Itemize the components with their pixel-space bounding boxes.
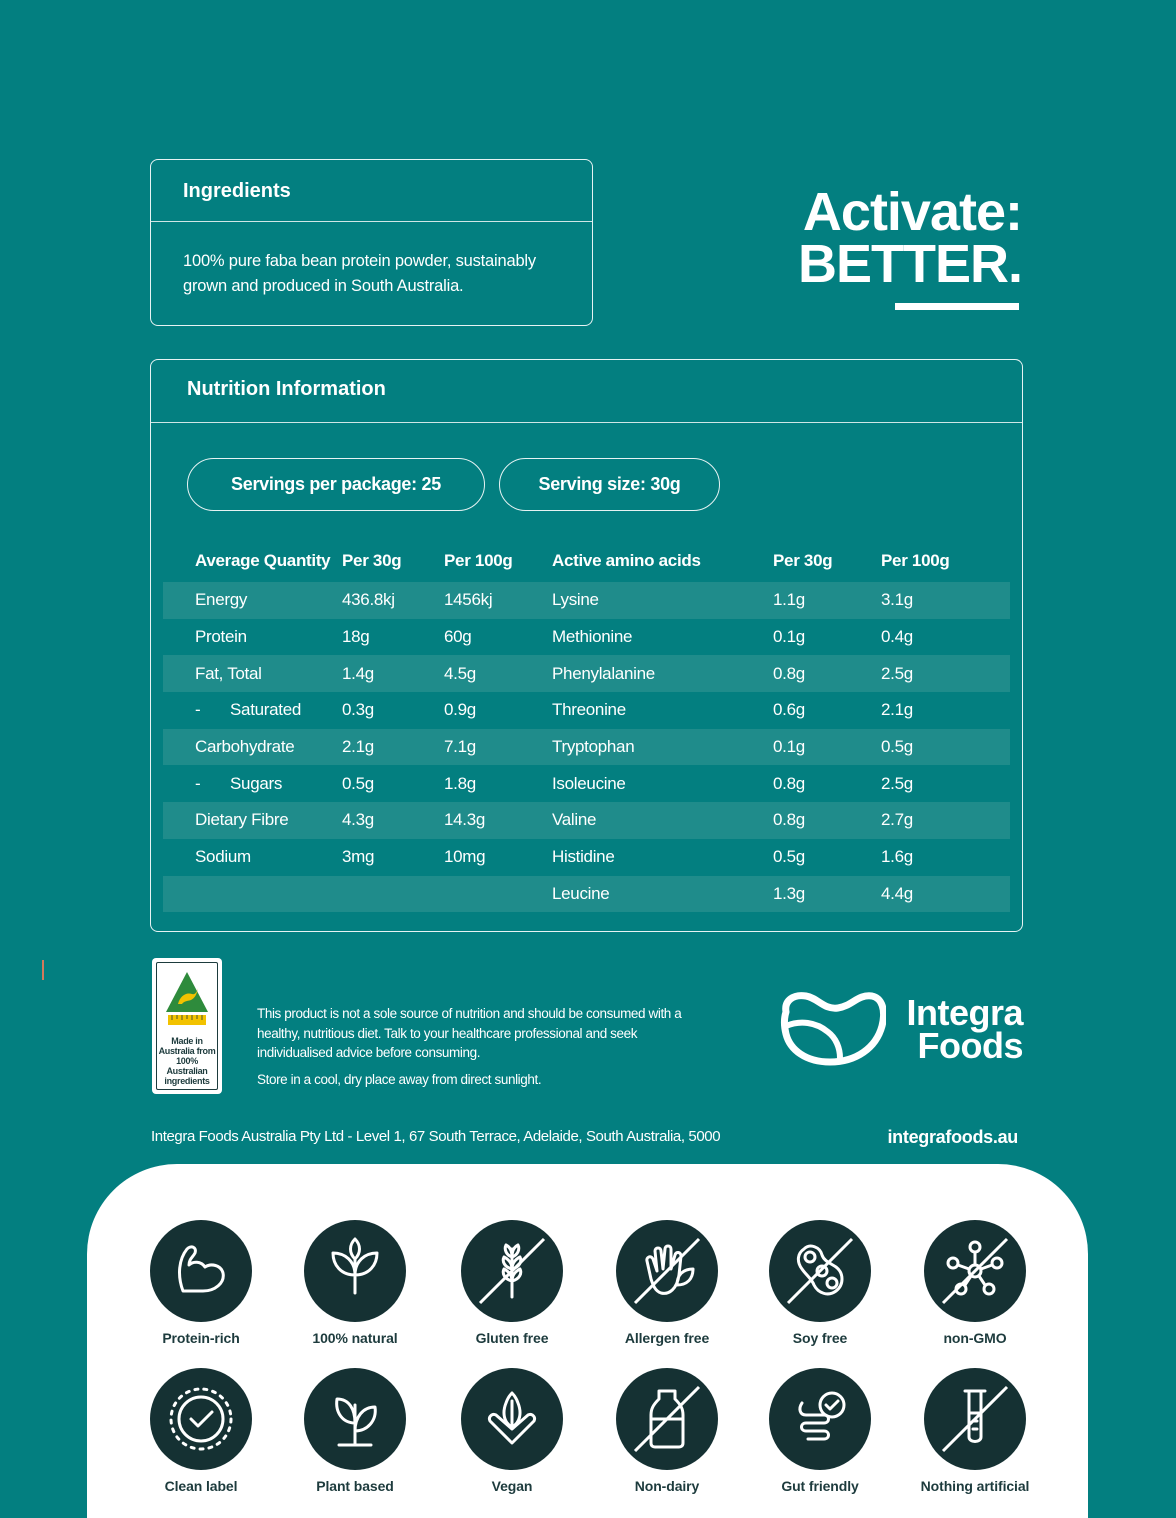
table-row — [163, 582, 1010, 619]
ingredients-box — [150, 159, 593, 326]
headline-line-1: Activate: — [802, 182, 1022, 242]
amino-per-30g: 1.3g — [773, 883, 805, 903]
headline-line-2: BETTER. — [797, 234, 1022, 294]
milk-bottle-crossed-icon — [616, 1368, 718, 1470]
nutrient-per-100g: 7.1g — [444, 737, 476, 757]
kangaroo-triangle-icon — [164, 970, 210, 1028]
table-row — [163, 765, 1010, 802]
feature-label: Vegan — [491, 1478, 533, 1494]
nutrient-per-30g: 1.4g — [342, 663, 374, 683]
feature-label: Soy free — [792, 1330, 848, 1346]
header-amino-per-100g: Per 100g — [881, 551, 950, 570]
cursor-mark — [42, 960, 44, 980]
sub-item-dash: - — [195, 773, 201, 793]
amino-name: Leucine — [552, 883, 610, 903]
sub-item-dash: - — [195, 700, 201, 720]
amino-per-100g: 2.5g — [881, 663, 913, 683]
amino-per-100g: 2.5g — [881, 773, 913, 793]
nutrient-per-100g: 60g — [444, 627, 472, 647]
nutrient-per-100g: 1456kj — [444, 590, 493, 610]
australian-made-label — [152, 958, 222, 1094]
feature-label: Plant based — [316, 1478, 394, 1494]
feature-label: Non-dairy — [634, 1478, 700, 1494]
nutrient-per-30g: 18g — [342, 627, 370, 647]
australian-made-text: Made in Australia from 100% Australian ingredients — [158, 1036, 216, 1086]
ingredients-title: Ingredients — [151, 160, 592, 222]
feature-icons-panel — [87, 1164, 1088, 1518]
amino-name: Isoleucine — [552, 773, 626, 793]
nutrient-name: Protein — [195, 627, 247, 647]
amino-per-30g: 0.8g — [773, 773, 805, 793]
servings-per-package-pill: Servings per package: 25 — [187, 458, 485, 511]
test-tube-crossed-icon — [924, 1368, 1026, 1470]
amino-per-100g: 1.6g — [881, 847, 913, 867]
brand-line-2: Foods — [917, 1025, 1023, 1066]
nutrient-per-100g: 1.8g — [444, 773, 476, 793]
nutrient-per-100g: 4.5g — [444, 663, 476, 683]
nutrition-table-body — [163, 582, 1010, 912]
table-row — [163, 839, 1010, 876]
integra-foods-logo — [778, 990, 1023, 1070]
storage-text: Store in a cool, dry place away from direct sunlight. — [257, 1072, 542, 1087]
nutrient-per-100g: 14.3g — [444, 810, 486, 830]
feature-label: Allergen free — [624, 1330, 710, 1346]
feature-label: Nothing artificial — [920, 1478, 1030, 1494]
plant-leaf-icon — [304, 1368, 406, 1470]
integra-bean-icon — [778, 990, 886, 1066]
amino-per-30g: 0.1g — [773, 627, 805, 647]
feature-label: Gut friendly — [781, 1478, 859, 1494]
nutrient-per-30g: 4.3g — [342, 810, 374, 830]
nutrient-per-30g: 436.8kj — [342, 590, 395, 610]
nutrition-box — [150, 359, 1023, 932]
leaves-icon — [304, 1220, 406, 1322]
amino-per-100g: 3.1g — [881, 590, 913, 610]
amino-per-30g: 0.8g — [773, 663, 805, 683]
soybean-crossed-icon — [769, 1220, 871, 1322]
molecule-crossed-icon — [924, 1220, 1026, 1322]
feature-item — [432, 1368, 592, 1494]
hand-leaf-crossed-icon — [616, 1220, 718, 1322]
feature-item — [895, 1220, 1055, 1346]
header-per-30g: Per 30g — [342, 551, 402, 570]
feature-item — [121, 1368, 281, 1494]
nutrition-title: Nutrition Information — [151, 360, 1022, 423]
headline-underline — [895, 303, 1019, 310]
feature-item — [587, 1220, 747, 1346]
header-active-amino-acids: Active amino acids — [552, 551, 701, 570]
header-amino-per-30g: Per 30g — [773, 551, 833, 570]
brand-line-1: Integra — [906, 992, 1023, 1033]
nutrient-name: Dietary Fibre — [195, 810, 289, 830]
table-row — [163, 619, 1010, 656]
feature-item — [587, 1368, 747, 1494]
feature-label: non-GMO — [943, 1330, 1007, 1346]
nutrient-per-100g: 10mg — [444, 847, 486, 867]
amino-per-30g: 0.1g — [773, 737, 805, 757]
amino-name: Phenylalanine — [552, 663, 655, 683]
nutrient-name — [163, 700, 342, 720]
feature-label: 100% natural — [312, 1330, 398, 1346]
sub-item-label: Saturated — [230, 700, 302, 720]
amino-per-100g: 4.4g — [881, 883, 913, 903]
feature-item — [740, 1220, 900, 1346]
feature-item — [740, 1368, 900, 1494]
amino-name: Lysine — [552, 590, 599, 610]
table-row — [163, 876, 1010, 913]
nutrient-name: Fat, Total — [195, 663, 262, 683]
feature-label: Clean label — [164, 1478, 238, 1494]
wheat-crossed-icon — [461, 1220, 563, 1322]
ingredients-text: 100% pure faba bean protein powder, sustainably grown and produced in South Australia. — [183, 252, 536, 295]
nutrient-name: Carbohydrate — [195, 737, 295, 757]
table-row — [163, 692, 1010, 729]
nutrient-per-30g: 3mg — [342, 847, 375, 867]
gut-check-icon — [769, 1368, 871, 1470]
headline — [797, 182, 1022, 294]
nutrient-name: Sodium — [195, 847, 251, 867]
table-row — [163, 729, 1010, 766]
header-average-quantity: Average Quantity — [195, 551, 331, 570]
nutrient-per-30g: 2.1g — [342, 737, 374, 757]
amino-name: Tryptophan — [552, 737, 635, 757]
amino-name: Histidine — [552, 847, 615, 867]
amino-per-30g: 0.6g — [773, 700, 805, 720]
feature-label: Protein-rich — [162, 1330, 240, 1346]
check-badge-icon — [150, 1368, 252, 1470]
serving-size-pill: Serving size: 30g — [499, 458, 720, 511]
amino-per-30g: 0.8g — [773, 810, 805, 830]
amino-per-100g: 2.7g — [881, 810, 913, 830]
feature-item — [275, 1368, 435, 1494]
amino-name: Methionine — [552, 627, 633, 647]
nutrition-table-header — [163, 540, 1010, 582]
header-per-100g: Per 100g — [444, 551, 513, 570]
website-link[interactable]: integrafoods.au — [887, 1127, 1018, 1147]
nutrient-per-30g: 0.5g — [342, 773, 374, 793]
nutrient-per-30g: 0.3g — [342, 700, 374, 720]
vegan-hand-leaf-icon — [461, 1368, 563, 1470]
flexed-arm-icon — [150, 1220, 252, 1322]
feature-item — [275, 1220, 435, 1346]
nutrient-per-100g: 0.9g — [444, 700, 476, 720]
amino-per-30g: 0.5g — [773, 847, 805, 867]
nutrition-table — [163, 540, 1010, 912]
feature-item — [121, 1220, 281, 1346]
feature-item — [432, 1220, 592, 1346]
company-address: Integra Foods Australia Pty Ltd - Level 1, 67 South Terrace, Adelaide, South Australia, 5000 — [151, 1128, 721, 1145]
sub-item-label: Sugars — [230, 773, 283, 793]
table-row — [163, 655, 1010, 692]
nutrient-name: Energy — [195, 590, 248, 610]
amino-per-100g: 0.4g — [881, 627, 913, 647]
disclaimer-text: This product is not a sole source of nutrition and should be consumed with a healthy, nutritious diet. Talk to your healthcare professional and seek individualised advice before consuming. — [257, 1006, 682, 1060]
feature-item — [895, 1368, 1055, 1494]
amino-per-100g: 0.5g — [881, 737, 913, 757]
feature-label: Gluten free — [475, 1330, 549, 1346]
amino-name: Threonine — [552, 700, 626, 720]
nutrient-name — [163, 774, 342, 794]
table-row — [163, 802, 1010, 839]
amino-per-100g: 2.1g — [881, 700, 913, 720]
amino-name: Valine — [552, 810, 597, 830]
amino-per-30g: 1.1g — [773, 590, 805, 610]
